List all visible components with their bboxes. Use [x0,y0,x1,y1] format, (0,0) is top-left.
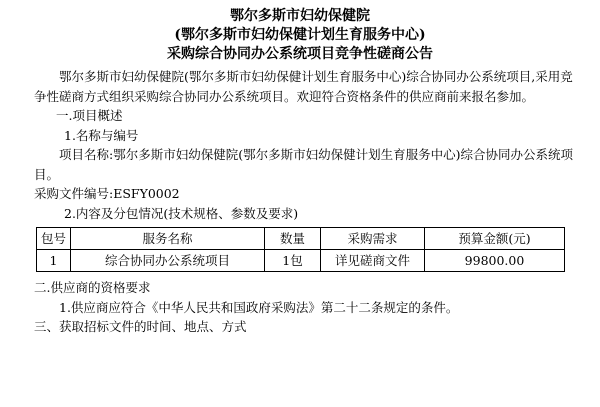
header-budget: 预算金额(元) [425,228,565,250]
section1-sub1: 1.名称与编号 [64,127,139,143]
section1-heading: 一.项目概述 [56,108,123,123]
section2-item1: 1.供应商应符合《中华人民共和国政府采购法》第二十二条规定的条件。 [59,299,459,315]
section1-sub2: 2.内容及分包情况(技术规格、参数及要求) [64,205,299,221]
cell-service-name: 综合协同办公系统项目 [71,250,265,272]
section2-heading: 二.供应商的资格要求 [34,280,151,295]
cell-package-no: 1 [37,250,71,272]
header-package-no: 包号 [37,228,71,250]
doc-title-line3: 采购综合协同办公系统项目竞争性磋商公告 [167,46,433,62]
doc-title-line1: 鄂尔多斯市妇幼保健院 [230,8,370,24]
header-requirement: 采购需求 [321,228,425,250]
table-header-row [37,228,565,250]
doc-number: 采购文件编号:ESFY0002 [34,186,180,201]
header-service-name: 服务名称 [71,228,265,250]
section3-heading: 三、获取招标文件的时间、地点、方式 [34,319,247,334]
project-name-paragraph: 项目名称:鄂尔多斯市妇幼保健院(鄂尔多斯市妇幼保健计划生育服务中心)综合协同办公系统项目。 [34,147,573,182]
cell-requirement: 详见磋商文件 [321,250,425,272]
cell-budget: 99800.00 [425,250,565,272]
table-row [37,250,565,272]
cell-quantity: 1包 [265,250,321,272]
package-table [36,227,565,272]
doc-title-line2: (鄂尔多斯市妇幼保健计划生育服务中心) [174,27,426,43]
intro-paragraph: 鄂尔多斯市妇幼保健院(鄂尔多斯市妇幼保健计划生育服务中心)综合协同办公系统项目,采用竞争性磋商方式组织采购综合协同办公系统项目。欢迎符合资格条件的供应商前来报名参加。 [34,69,573,104]
document-page [0,7,600,407]
header-quantity: 数量 [265,228,321,250]
